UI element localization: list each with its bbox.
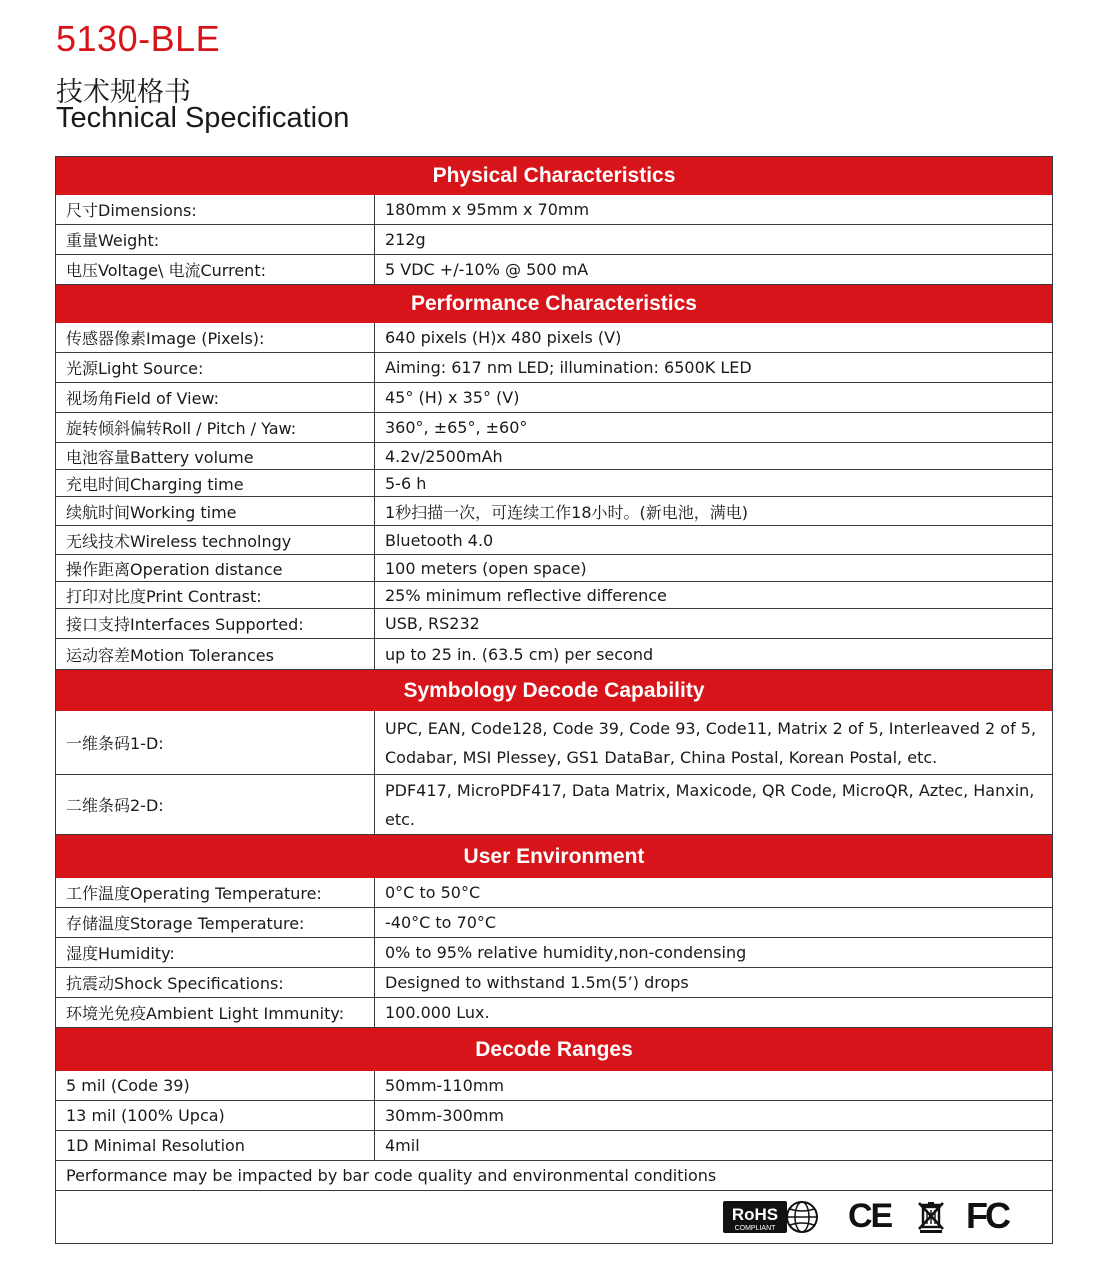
spec-value: 5-6 h xyxy=(385,473,427,493)
table-row xyxy=(56,195,1052,224)
spec-value: UPC, EAN, Code128, Code 39, Code 93, Code11, Matrix 2 of 5, Interleaved 2 of 5, Codabar, MSI Plessey, GS1 DataBar, China Postal, Korean Postal, etc. xyxy=(385,718,1037,767)
spec-label: 旋转倾斜偏转Roll / Pitch / Yaw: xyxy=(56,413,375,442)
spec-value: USB, RS232 xyxy=(385,614,480,633)
rohs-logo-text: RoHS xyxy=(731,1205,779,1224)
table-row xyxy=(56,382,1052,412)
fcc-logo: FC xyxy=(966,1195,1008,1236)
section-header-physical: Physical Characteristics xyxy=(56,157,1052,195)
table-row xyxy=(56,1100,1052,1130)
table-row xyxy=(56,323,1052,352)
spec-value: 180mm x 95mm x 70mm xyxy=(385,200,590,219)
spec-value: Designed to withstand 1.5m(5’) drops xyxy=(385,973,689,992)
rohs-logo-subtext: COMPLIANT xyxy=(734,1225,776,1232)
table-row xyxy=(56,254,1052,284)
table-row xyxy=(56,525,1052,554)
spec-label: 工作温度Operating Temperature: xyxy=(56,878,375,907)
spec-value: 30mm-300mm xyxy=(385,1106,505,1125)
table-row xyxy=(56,638,1052,669)
table-row xyxy=(56,937,1052,967)
table-row xyxy=(56,774,1052,834)
spec-value: 212g xyxy=(385,230,426,249)
table-note-row xyxy=(56,1160,1052,1190)
ce-mark-logo: CE xyxy=(848,1197,892,1235)
spec-label: 打印对比度Print Contrast: xyxy=(56,582,375,608)
section-header-decode-ranges: Decode Ranges xyxy=(56,1027,1052,1071)
table-row xyxy=(56,997,1052,1027)
spec-label: 二维条码2-D: xyxy=(56,775,375,834)
spec-value: 100 meters (open space) xyxy=(385,558,587,578)
spec-label: 存储温度Storage Temperature: xyxy=(56,908,375,937)
title-english: Technical Specification xyxy=(56,102,350,134)
spec-value: 45° (H) x 35° (V) xyxy=(385,388,520,407)
table-row xyxy=(56,1071,1052,1100)
spec-label: 传感器像素Image (Pixels): xyxy=(56,323,375,352)
spec-value: up to 25 in. (63.5 cm) per second xyxy=(385,644,654,664)
spec-label: 电池容量Battery volume xyxy=(56,443,375,469)
spec-label: 接口支持Interfaces Supported: xyxy=(56,609,375,638)
spec-label: 抗震动Shock Specifications: xyxy=(56,968,375,997)
table-row xyxy=(56,711,1052,774)
model-title: 5130-BLE xyxy=(56,18,221,59)
spec-value: Aiming: 617 nm LED; illumination: 6500K LED xyxy=(385,358,752,377)
table-row xyxy=(56,554,1052,581)
spec-value: 100.000 Lux. xyxy=(385,1003,490,1022)
spec-value: PDF417, MicroPDF417, Data Matrix, Maxicode, QR Code, MicroQR, Aztec, Hanxin, etc. xyxy=(385,780,1035,829)
rohs-compliant-logo xyxy=(722,1200,820,1234)
spec-label: 一维条码1-D: xyxy=(56,711,375,774)
spec-value: 1秒扫描一次，可连续工作18小时。(新电池，满电) xyxy=(385,502,749,522)
spec-label: 运动容差Motion Tolerances xyxy=(56,639,375,669)
spec-label: 重量Weight: xyxy=(56,225,375,254)
section-header-environment: User Environment xyxy=(56,834,1052,878)
table-row xyxy=(56,442,1052,469)
section-header-performance: Performance Characteristics xyxy=(56,284,1052,323)
table-row xyxy=(56,878,1052,907)
table-row xyxy=(56,1130,1052,1160)
section-header-symbology: Symbology Decode Capability xyxy=(56,669,1052,711)
spec-value: 4mil xyxy=(385,1136,420,1155)
spec-label: 5 mil (Code 39) xyxy=(56,1071,375,1100)
table-row xyxy=(56,907,1052,937)
table-row xyxy=(56,496,1052,525)
spec-label: 无线技术Wireless technolngy xyxy=(56,526,375,554)
spec-value: -40°C to 70°C xyxy=(385,913,497,932)
spec-label: 13 mil (100% Upca) xyxy=(56,1101,375,1130)
spec-label: 视场角Field of View: xyxy=(56,383,375,412)
spec-value: 4.2v/2500mAh xyxy=(385,446,503,466)
performance-note: Performance may be impacted by bar code quality and environmental conditions xyxy=(66,1166,717,1185)
table-row xyxy=(56,352,1052,382)
table-row xyxy=(56,469,1052,496)
spec-value: 360°, ±65°, ±60° xyxy=(385,418,528,437)
table-row xyxy=(56,224,1052,254)
spec-value: 50mm-110mm xyxy=(385,1076,505,1095)
certification-logos xyxy=(56,1190,1052,1243)
spec-value: 640 pixels (H)x 480 pixels (V) xyxy=(385,328,622,347)
title-chinese: 技术规格书 xyxy=(56,77,191,108)
spec-label: 湿度Humidity: xyxy=(56,938,375,967)
spec-value: 0% to 95% relative humidity,non-condensing xyxy=(385,943,747,962)
spec-label: 操作距离Operation distance xyxy=(56,555,375,581)
spec-label: 续航时间Working time xyxy=(56,497,375,525)
spec-label: 电压Voltage\ 电流Current: xyxy=(56,255,375,284)
spec-label: 尺寸Dimensions: xyxy=(56,195,375,224)
spec-value: 5 VDC +/-10% @ 500 mA xyxy=(385,260,589,279)
spec-label: 环境光免疫Ambient Light Immunity: xyxy=(56,998,375,1027)
spec-table xyxy=(55,156,1053,1244)
table-row xyxy=(56,967,1052,997)
spec-value: Bluetooth 4.0 xyxy=(385,530,494,550)
spec-label: 充电时间Charging time xyxy=(56,470,375,496)
spec-label: 光源Light Source: xyxy=(56,353,375,382)
table-row xyxy=(56,608,1052,638)
weee-bin-icon xyxy=(918,1200,944,1234)
spec-value: 0°C to 50°C xyxy=(385,883,481,902)
table-row xyxy=(56,412,1052,442)
table-row xyxy=(56,581,1052,608)
spec-label: 1D Minimal Resolution xyxy=(56,1131,375,1160)
spec-value: 25% minimum reflective difference xyxy=(385,585,667,605)
